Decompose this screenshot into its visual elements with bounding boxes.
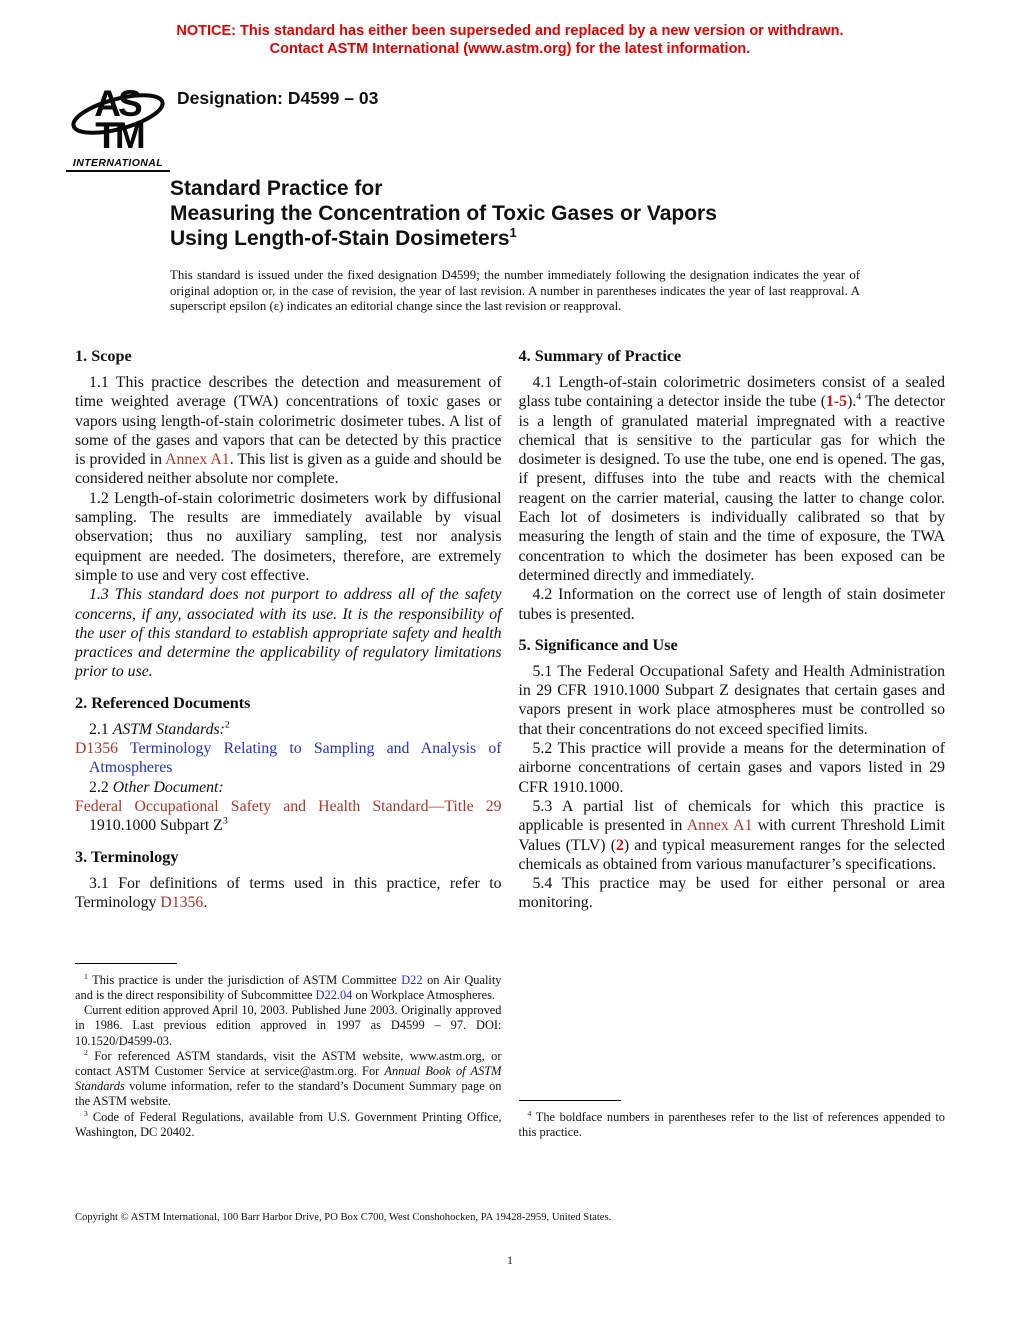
paragraph: [75, 874, 502, 913]
text-run: 4.2 Information on the correct use of length of stain dosimeter tubes is presented.: [518, 586, 945, 623]
left-column-footnotes: [75, 963, 502, 1140]
title-line-1: Standard Practice for: [170, 177, 383, 200]
logo-international-label: INTERNATIONAL: [66, 157, 170, 172]
page-title: [170, 176, 870, 251]
section-heading: 1. Scope: [75, 347, 132, 365]
text-run: . This list is given as a guide and should be considered neither absolute nor complete.: [75, 451, 502, 488]
page-number: 1: [507, 1255, 513, 1267]
text-run: Other Document:: [112, 778, 224, 796]
text-run: This practice is under the jurisdiction of ASTM Committee: [87, 972, 402, 987]
text-run: 2: [615, 836, 624, 854]
doc-link[interactable]: Terminology Relating to Sampling and Analysis of Atmospheres: [89, 740, 502, 777]
superscript-ref: 2: [84, 1047, 88, 1057]
left-column: [75, 345, 502, 1140]
text-run: For referenced ASTM standards, visit the ASTM website, www.astm.org, or contact ASTM Customer Service at service@astm.org. For: [75, 1048, 502, 1078]
logo-letters-top: AS: [94, 83, 140, 124]
paragraph: [519, 874, 946, 913]
text-run: 1-5: [826, 393, 848, 411]
text-run: 2.2: [89, 778, 113, 796]
text-run: 3.1 For definitions of terms used in this practice, refer to Terminology: [75, 874, 502, 911]
issued-note: This standard is issued under the fixed designation D4599; the number immediately following the designation indicates the year of original adoption or, in the case of revision, the year of last revision. A number in parentheses indicates the year of last reapproval. A superscript epsilon (ε) indicates an editorial change since the last revision or reapproval.: [170, 268, 860, 314]
text-run: Code of Federal Regulations, available from U.S. Government Printing Office, Washington, DC 20402.: [75, 1109, 502, 1139]
doc-link[interactable]: Annex A1: [686, 817, 753, 835]
paragraph: [519, 662, 946, 739]
footnote-separator: [75, 963, 177, 964]
text-run: ).: [847, 393, 857, 411]
doc-link[interactable]: Annex A1: [165, 451, 230, 469]
text-run: The detector is a length of granulated material impregnated with a reactive chemical that is sensitive to the particular gas for which the dosimeter is designed. To use the tube, one end is opened. The gas, if present, diffuses into the tube and reacts with the chemical reagent on the carrier material, causing the latter to change color. Each lot of dosimeters is individually calibrated so that by measuring the length of stain and the time of exposure, the TWA concentration to which the dosimeter has been exposed can be determined directly and immediately.: [518, 393, 945, 584]
text-run: with current Threshold Limit Values (TLV) (: [518, 817, 945, 854]
text-run: .: [203, 893, 208, 911]
paragraph: [519, 373, 946, 585]
text-run: on Workplace Atmospheres.: [352, 987, 495, 1002]
right-column: [519, 345, 946, 1140]
text-run: 1.1 This practice describes the detection and measurement of time weighted average (TWA) concentrations of toxic gases or vapors using length-of-stain colorimetric dosimeter tubes. A list of some of the gases and vapors that can be detected by this practice is provided in: [75, 374, 502, 469]
text-run: 1.2 Length-of-stain colorimetric dosimeters work by diffusional sampling. The results are immediately available by visual observation; thus no auxiliary sampling, test nor analysis equipment are needed. The dosimeters, therefore, are extremely simple to use and very cost effective.: [75, 489, 502, 584]
text-run: 5.1 The Federal Occupational Safety and Health Administration in 29 CFR 1910.1000 Subpart Z designates that certain gases and vapors present in work place atmospheres must be controlled so that their concentrations do not exceed specified limits.: [518, 662, 945, 738]
paragraph: [75, 739, 502, 778]
text-run: ) and typical measurement ranges for the selected chemicals as obtained from various manufacturer’s specifications.: [518, 836, 945, 873]
superscript-ref: 4: [856, 392, 862, 404]
text-run: ASTM Standards:: [112, 720, 225, 738]
designation: Designation: D4599 – 03: [177, 88, 379, 108]
astm-globe-icon: [68, 74, 168, 154]
paragraph: [75, 797, 502, 836]
paragraph: [75, 778, 502, 797]
superscript-ref: 2: [224, 719, 230, 731]
two-column-body: [75, 345, 945, 1140]
doc-link[interactable]: D1356: [160, 893, 204, 911]
title-footnote-ref: 1: [509, 225, 517, 240]
right-column-footnotes: [519, 1100, 946, 1140]
doc-link[interactable]: D22: [401, 972, 423, 987]
text-run: volume information, refer to the standard’s Document Summary page on the ASTM website.: [75, 1079, 502, 1109]
footnote: [75, 1110, 502, 1140]
superscript-ref: 3: [84, 1108, 88, 1118]
doc-link[interactable]: D22.04: [315, 987, 353, 1002]
text-run: 5.3 A partial list of chemicals for which this practice is applicable is presented in: [518, 797, 945, 835]
doc-link[interactable]: D1356: [75, 740, 119, 758]
copyright-line: Copyright © ASTM International, 100 Barr Harbor Drive, PO Box C700, West Conshohocken, PA 19428-2959, United States.: [75, 1212, 612, 1223]
paragraph: [75, 720, 502, 739]
title-line-2: Measuring the Concentration of Toxic Gases or Vapors: [170, 202, 717, 225]
notice-line-1: NOTICE: This standard has either been superseded and replaced by a new version or withdrawn.: [176, 23, 844, 39]
paragraph: [519, 585, 946, 624]
notice-line-2: Contact ASTM International (www.astm.org) for the latest information.: [269, 41, 751, 57]
section-heading: 2. Referenced Documents: [75, 693, 251, 712]
text-run: The boldface numbers in parentheses refer to the list of references appended to this practice.: [518, 1109, 945, 1139]
superscript-ref: 4: [527, 1108, 532, 1118]
paragraph: [519, 739, 946, 797]
section-heading: 5. Significance and Use: [518, 635, 678, 654]
paragraph: [75, 373, 502, 489]
text-run: Annual Book of ASTM Standards: [75, 1063, 502, 1094]
title-line-3: Using Length-of-Stain Dosimeters: [170, 227, 510, 250]
text-run: [118, 740, 130, 757]
text-run: 1.3 This standard does not purport to address all of the safety concerns, if any, associated with its use. It is the responsibility of the user of this standard to establish appropriate safety and health practices and determine the applicability of regulatory limitations prior to use.: [75, 586, 502, 681]
section-heading: 3. Terminology: [75, 847, 179, 866]
footnote: [75, 1049, 502, 1110]
astm-logo: [66, 74, 170, 172]
paragraph: [519, 797, 946, 874]
footnote: [519, 1110, 946, 1140]
left-column-content: [75, 345, 502, 912]
footnote: [75, 1003, 502, 1049]
right-column-content: [519, 345, 946, 913]
text-run: 1910.1000 Subpart Z: [89, 817, 223, 835]
section-heading: 4. Summary of Practice: [518, 347, 682, 365]
text-run: 4.1 Length-of-stain colorimetric dosimeters consist of a sealed glass tube containing a detector inside the tube (: [518, 374, 945, 411]
doc-link[interactable]: Federal Occupational Safety and Health Standard—Title 29: [75, 797, 502, 815]
paragraph: [75, 585, 502, 681]
text-run: 5.4 This practice may be used for either personal or area monitoring.: [518, 875, 945, 912]
text-run: Current edition approved April 10, 2003. Published June 2003. Originally approved in 1986. Last previous edition approved in 1997 as D4599 – 97. DOI: 10.1520/D4599-03.: [75, 1003, 502, 1048]
text-run: 5.2 This practice will provide a means for the determination of airborne concentrations of certain gases and vapors listed in 29 CFR 1910.1000.: [518, 740, 945, 796]
paragraph: [75, 489, 502, 585]
superscript-ref: 1: [84, 971, 88, 981]
superscript-ref: 3: [222, 815, 228, 827]
text-run: on Air Quality and is the direct responsibility of Subcommittee: [75, 972, 502, 1002]
footnote-separator: [519, 1100, 621, 1101]
logo-letters-bottom: TM: [95, 115, 143, 154]
withdrawal-notice: [0, 22, 1020, 58]
text-run: 2.1: [89, 720, 113, 738]
footnote: [75, 973, 502, 1003]
